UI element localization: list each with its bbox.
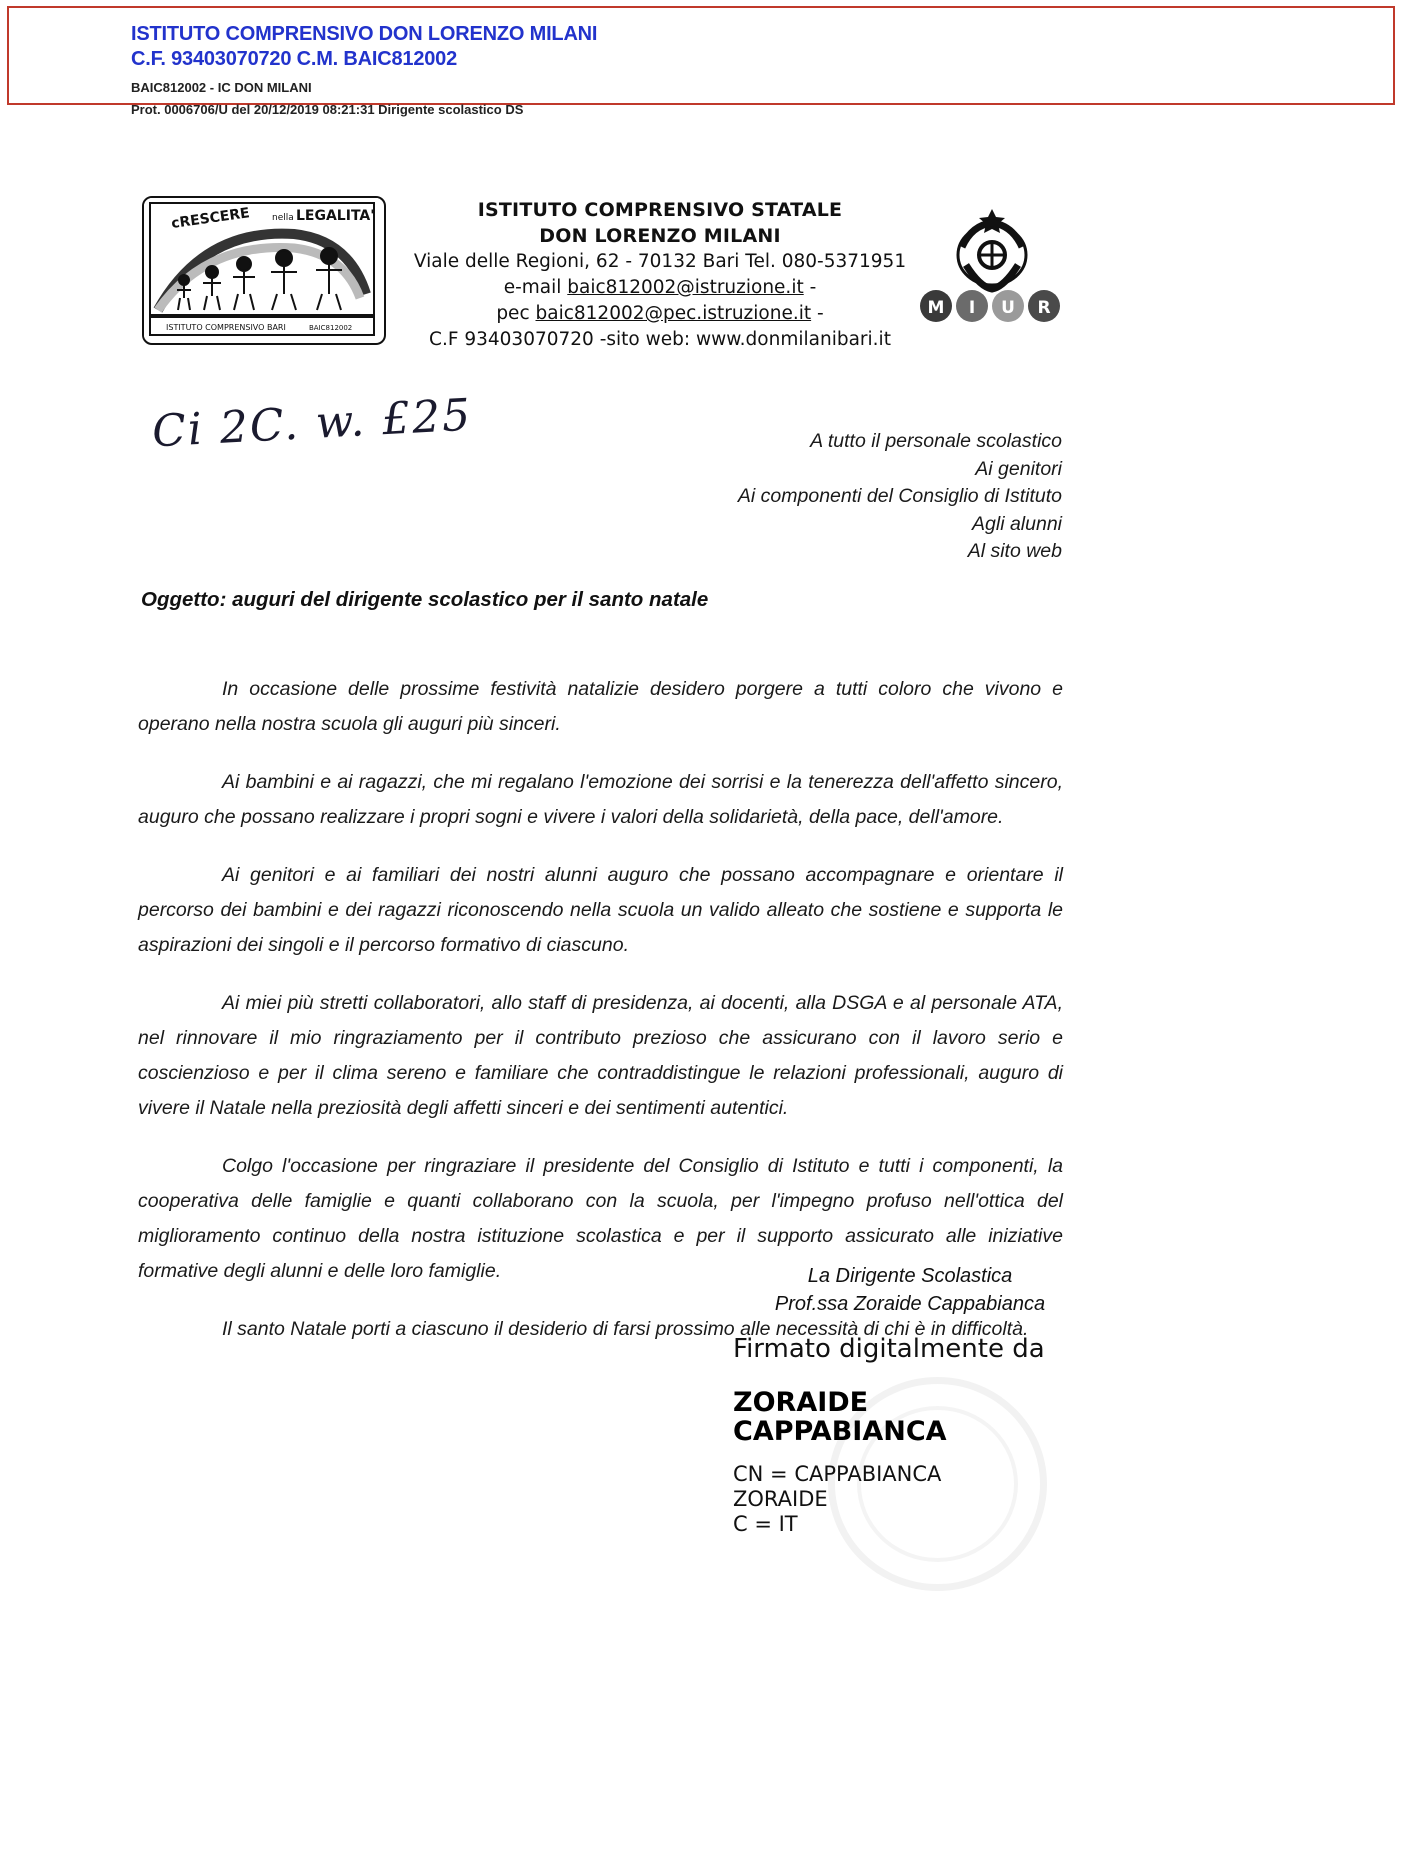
recipient-item: Agli alunni [972, 512, 1062, 535]
body-paragraph: Ai genitori e ai familiari dei nostri alunni auguro che possano accompagnare e orientare il percorso dei bambini e dei ragazzi riconoscendo nella scuola un valido alleato che sostiene e supporta le aspirazioni dei singoli e il percorso formativo di ciascuno. [138, 864, 1063, 956]
svg-text:BAIC812002: BAIC812002 [309, 324, 353, 332]
protocol-number-line: Prot. 0006706/U del 20/12/2019 08:21:31 Dirigente scolastico DS [131, 102, 524, 117]
body-paragraph: Ai miei più stretti collaboratori, allo staff di presidenza, ai docenti, alla DSGA e al personale ATA, nel rinnovare il mio ringraziamento per il contributo prezioso che assicurano con il lavoro serio e coscienzioso e per il clima sereno e familiare che contraddistingue le relazioni professionali, auguro di vivere il Natale nella preziosità degli affetti sinceri e dei sentimenti autentici. [138, 992, 1063, 1119]
miur-emblem-graphic [920, 203, 1065, 328]
handwritten-annotation: Ci 2C. w. £25 [150, 389, 474, 458]
subject-line: Oggetto: auguri del dirigente scolastico per il santo natale [141, 588, 709, 611]
svg-text:I: I [968, 298, 976, 318]
letter-body [138, 672, 1063, 1347]
body-paragraph: Il santo Natale porti a ciascuno il desiderio di farsi prossimo alle necessità di chi è in difficoltà. [222, 1318, 1029, 1340]
svg-text:LEGALITA': LEGALITA' [296, 208, 375, 224]
recipient-item: Ai genitori [975, 457, 1062, 480]
recipient-item: Ai componenti del Consiglio di Istituto [737, 485, 1062, 507]
letterhead-text-block [400, 197, 920, 353]
letterhead-email-line [400, 275, 920, 301]
signature-name: Prof.ssa Zoraide Cappabianca [774, 1293, 1046, 1315]
signature-cn-line-1: CN = CAPPABIANCA [733, 1462, 942, 1486]
pec-label: pec [496, 303, 536, 324]
recipient-item: A tutto il personale scolastico [810, 430, 1062, 452]
digital-signature-heading: Firmato digitalmente da [733, 1334, 1045, 1364]
digital-signature-block [733, 1332, 1163, 1537]
body-paragraph: Ai bambini e ai ragazzi, che mi regalano l'emozione dei sorrisi e la tenerezza dell'affetto sincero, auguro che possano realizzare i propri sogni e vivere i valori della solidarietà, della pace, dell'amore. [138, 771, 1063, 828]
protocol-codes: C.F. 93403070720 C.M. BAIC812002 [131, 48, 458, 70]
email-address-link[interactable]: baic812002@istruzione.it [567, 277, 804, 298]
svg-text:nella: nella [272, 213, 294, 223]
protocol-stamp-content [131, 22, 597, 120]
svg-text:U: U [1001, 298, 1015, 318]
svg-text:cRESCERE: cRESCERE [170, 205, 251, 232]
signature-role: La Dirigente Scolastica [807, 1265, 1013, 1287]
letterhead [0, 185, 1402, 355]
legalita-logo-graphic [144, 198, 380, 339]
signature-country: C = IT [733, 1512, 798, 1536]
body-paragraph: Colgo l'occasione per ringraziare il presidente del Consiglio di Istituto e tutti i componenti, la cooperativa delle famiglie e quanti collaborano con la scuola, per l'impegno profuso nell'ottica del miglioramento continuo della nostra istituzione scolastica e per il supporto assicurato alle iniziative formative degli alunni e delle loro famiglie. [138, 1155, 1063, 1282]
digital-signature-metadata [733, 1462, 1163, 1537]
digital-signature-name [733, 1388, 1163, 1446]
svg-text:R: R [1037, 298, 1051, 318]
recipients-list [462, 428, 1062, 566]
letterhead-line-2: DON LORENZO MILANI [539, 225, 781, 247]
letterhead-cf-website: C.F 93403070720 -sito web: www.donmilanibari.it [429, 329, 891, 350]
digital-signature-name-line-1: ZORAIDE [733, 1387, 869, 1418]
email-label: e-mail [503, 277, 568, 298]
pec-dash: - [811, 303, 824, 324]
protocol-institute-title: ISTITUTO COMPRENSIVO DON LORENZO MILANI [131, 23, 598, 45]
letterhead-line-1: ISTITUTO COMPRENSIVO STATALE [477, 199, 843, 221]
school-logo-legalita [142, 196, 386, 345]
email-dash: - [803, 277, 817, 298]
svg-text:M: M [927, 298, 945, 318]
protocol-school-code-name: BAIC812002 - IC DON MILANI [131, 80, 312, 95]
body-paragraph: In occasione delle prossime festività natalizie desidero porgere a tutti coloro che vivono e operano nella nostra scuola gli auguri più sinceri. [138, 678, 1063, 735]
letterhead-address: Viale delle Regioni, 62 - 70132 Bari Tel. 080-5371951 [413, 251, 907, 272]
miur-emblem [920, 203, 1065, 328]
logo-caption-text: ISTITUTO COMPRENSIVO BARI [166, 323, 286, 332]
signature-cn-line-2: ZORAIDE [733, 1487, 828, 1511]
digital-signature-name-line-2: CAPPABIANCA [733, 1416, 947, 1447]
letterhead-pec-line [400, 301, 920, 327]
pec-address-link[interactable]: baic812002@pec.istruzione.it [535, 303, 812, 324]
signature-block [700, 1262, 1120, 1318]
recipient-item: Al sito web [967, 540, 1062, 562]
protocol-stamp-box [7, 6, 1395, 117]
